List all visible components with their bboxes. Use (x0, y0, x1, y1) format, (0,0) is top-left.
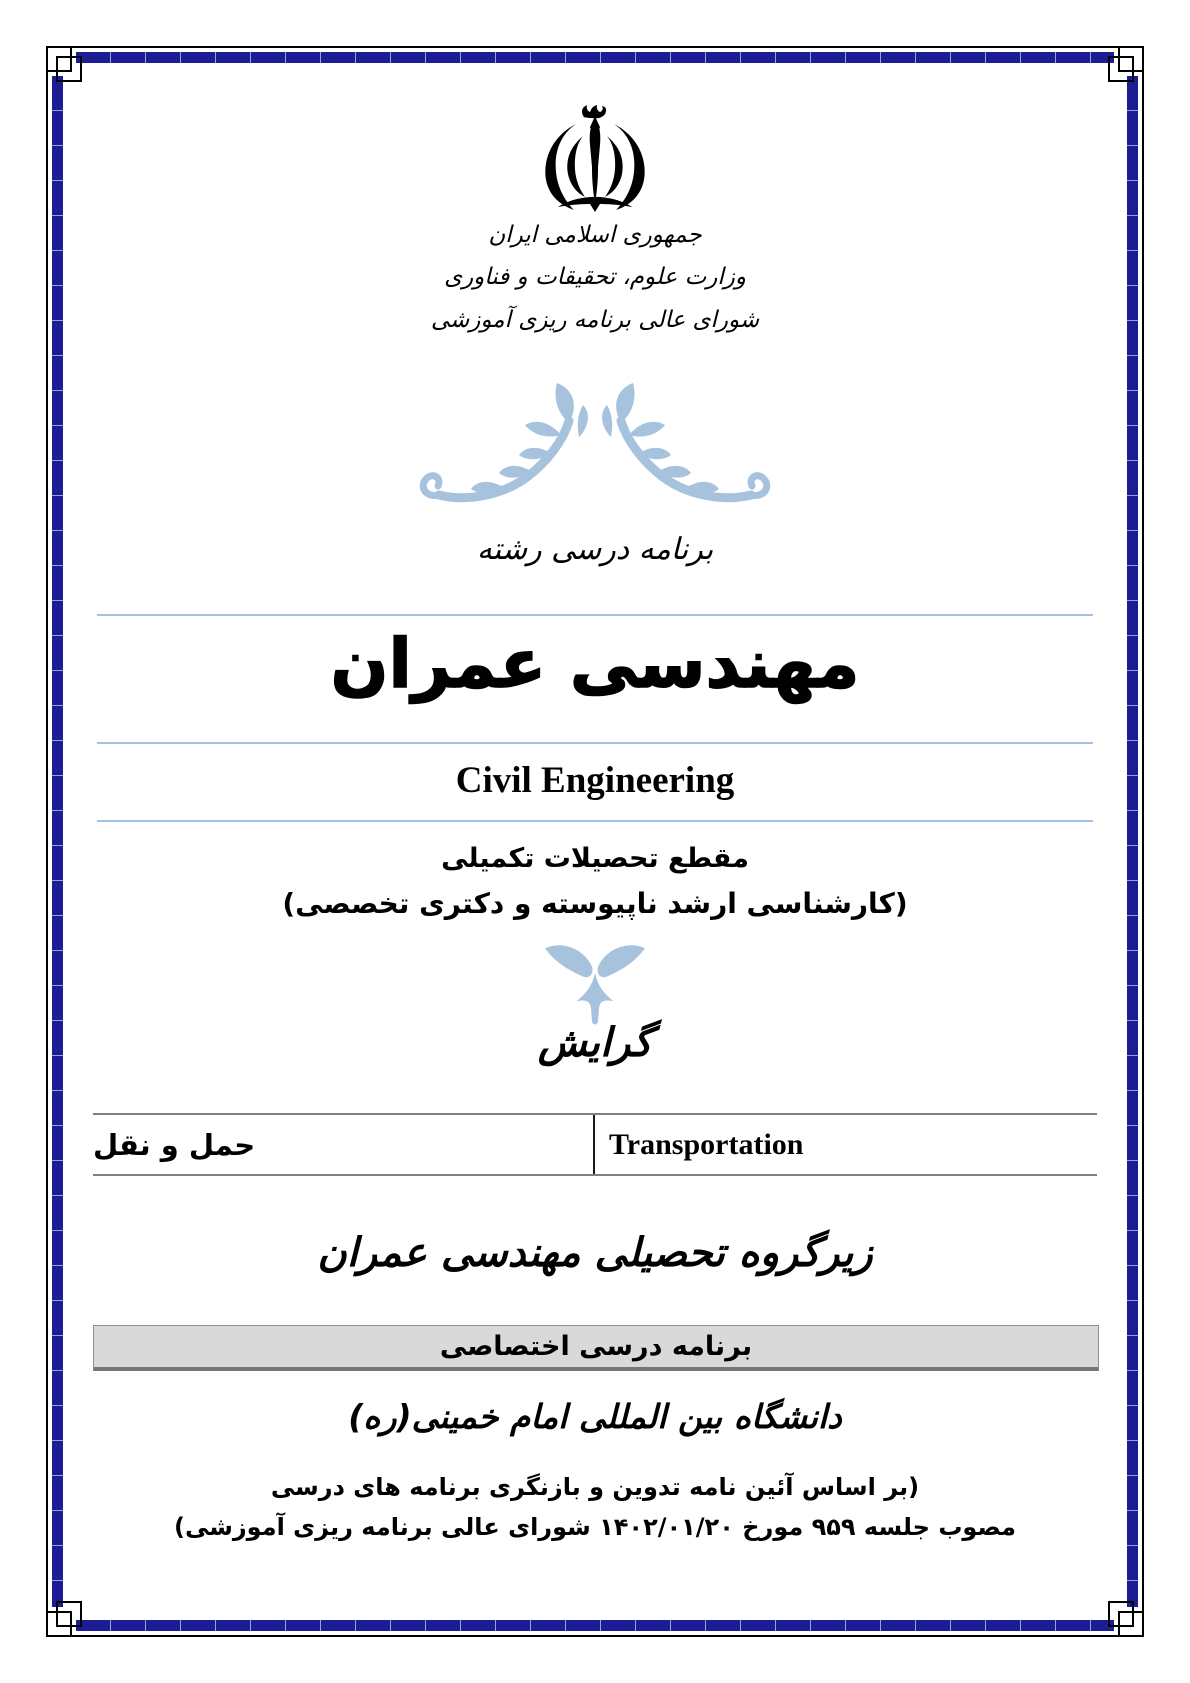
border-top-band (76, 52, 1114, 63)
level-detail: (کارشناسی ارشد ناپیوسته و دکتری تخصصی) (282, 887, 908, 920)
floral-flourish-icon (0, 382, 1190, 514)
program-label: برنامه درسی رشته (476, 532, 714, 567)
ministry-line-1: جمهوری اسلامی ایران (488, 222, 702, 248)
corner-knot-bottom-left (46, 1577, 106, 1637)
orientation-table (93, 1113, 1097, 1176)
approval-note-line-2: مصوب جلسه ۹۵۹ مورخ ۱۴۰۲/۰۱/۲۰ شورای عالی برنامه ریزی آموزشی) (174, 1513, 1016, 1541)
orientation-cell-fa: حمل و نقل (93, 1115, 595, 1174)
divider-rule-1 (97, 614, 1093, 616)
special-program-banner: برنامه درسی اختصاصی (93, 1325, 1099, 1371)
corner-knot-bottom-right (1084, 1577, 1144, 1637)
field-title-fa: مهندسی عمران (330, 625, 860, 704)
corner-knot-top-right (1084, 46, 1144, 106)
iran-emblem-icon (0, 104, 1190, 212)
divider-rule-3 (97, 820, 1093, 822)
subgroup-heading: زیرگروه تحصیلی مهندسی عمران (317, 1230, 873, 1276)
field-title-en: Civil Engineering (455, 760, 735, 801)
orientation-cell-en: Transportation (609, 1127, 804, 1161)
corner-knot-top-left (46, 46, 106, 106)
level-heading: مقطع تحصیلات تکمیلی (441, 843, 749, 874)
approval-note-line-1: (بر اساس آئین نامه تدوین و بازنگری برنامه های درسی (270, 1473, 920, 1501)
divider-rule-2 (97, 742, 1093, 744)
ministry-block (0, 222, 1190, 349)
floral-finial-icon (0, 940, 1190, 1028)
ministry-line-3: شورای عالی برنامه ریزی آموزشی (430, 306, 760, 333)
border-bottom-band (76, 1620, 1114, 1631)
ministry-line-2: وزارت علوم، تحقیقات و فناوری (444, 264, 746, 291)
university-name: دانشگاه بین المللی امام خمینی(ره) (348, 1397, 842, 1436)
orientation-heading: گرایش (537, 1020, 653, 1066)
